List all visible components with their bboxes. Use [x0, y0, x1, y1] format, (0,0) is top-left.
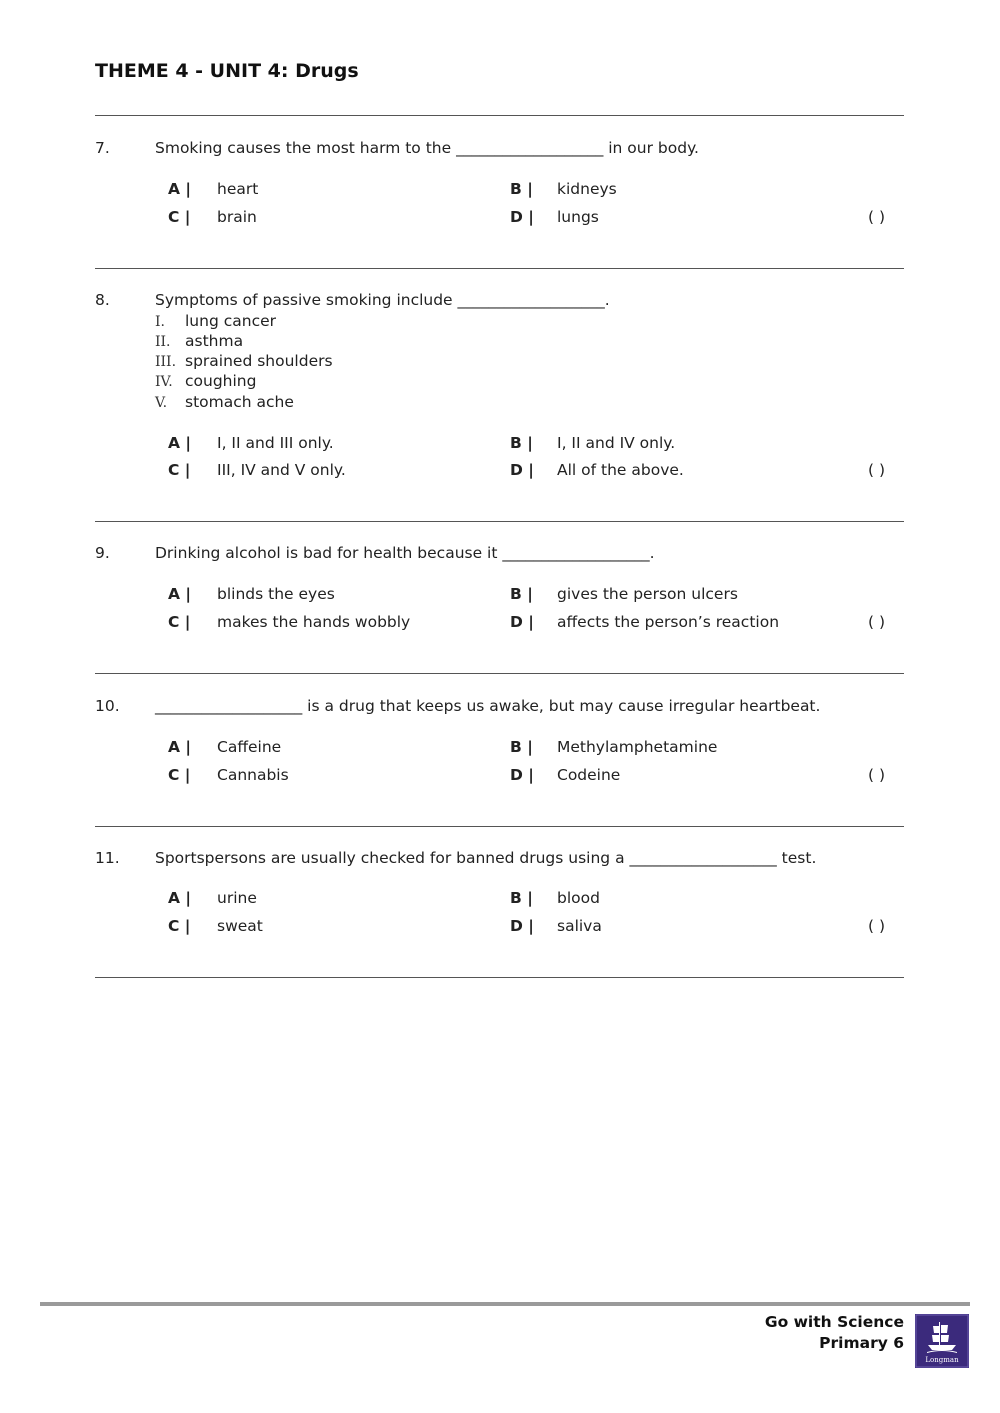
- list-item-text: asthma: [185, 332, 244, 350]
- option-c: makes the hands wobbly: [217, 613, 411, 631]
- book-level: Primary 6: [819, 1334, 904, 1352]
- divider: [95, 977, 904, 978]
- divider: [95, 521, 904, 522]
- footer-divider: [40, 1302, 970, 1306]
- option-d: affects the person’s reaction: [557, 613, 780, 631]
- svg-text:Longman: Longman: [925, 1356, 959, 1364]
- question-number: 10.: [95, 697, 120, 715]
- option-a: I, II and III only.: [217, 434, 334, 452]
- option-b-label: B |: [510, 585, 533, 603]
- longman-ship-logo-icon: [915, 1314, 969, 1368]
- list-item-number: IV.: [155, 374, 173, 390]
- option-b-label: B |: [510, 180, 533, 198]
- option-c-label: C |: [168, 766, 191, 784]
- answer-bracket[interactable]: ( ): [868, 917, 886, 935]
- question-text: Sportspersons are usually checked for banned drugs using a ___________________ test.: [155, 849, 817, 867]
- option-b: blood: [557, 889, 600, 907]
- option-b: kidneys: [557, 180, 617, 198]
- option-b: I, II and IV only.: [557, 434, 676, 452]
- divider: [95, 826, 904, 827]
- option-a: Caffeine: [217, 738, 282, 756]
- option-b: Methylamphetamine: [557, 738, 718, 756]
- list-item-text: lung cancer: [185, 312, 276, 330]
- question-number: 8.: [95, 291, 110, 309]
- question-number: 7.: [95, 139, 110, 157]
- option-c-label: C |: [168, 461, 191, 479]
- answer-bracket[interactable]: ( ): [868, 208, 886, 226]
- question-number: 9.: [95, 544, 110, 562]
- list-item-number: III.: [155, 354, 177, 370]
- option-a-label: A |: [168, 180, 192, 198]
- question-text: Drinking alcohol is bad for health because it ___________________.: [155, 544, 655, 562]
- option-d: saliva: [557, 917, 602, 935]
- option-a: urine: [217, 889, 257, 907]
- list-item-number: V.: [155, 395, 168, 411]
- question-text: ___________________ is a drug that keeps us awake, but may cause irregular heartbeat.: [155, 697, 821, 715]
- list-item: [155, 312, 276, 330]
- option-b-label: B |: [510, 434, 533, 452]
- list-item-number: II.: [155, 334, 171, 350]
- option-c: Cannabis: [217, 766, 289, 784]
- option-c: III, IV and V only.: [217, 461, 346, 479]
- option-b-label: B |: [510, 738, 533, 756]
- question-number: 11.: [95, 849, 120, 867]
- list-item-number: I.: [155, 314, 165, 330]
- list-item: [155, 332, 243, 350]
- option-d: lungs: [557, 208, 599, 226]
- question-text: Symptoms of passive smoking include ___________________.: [155, 291, 610, 309]
- answer-bracket[interactable]: ( ): [868, 613, 886, 631]
- option-d: Codeine: [557, 766, 621, 784]
- option-d-label: D |: [510, 208, 534, 226]
- option-a: blinds the eyes: [217, 585, 335, 603]
- question-text: Smoking causes the most harm to the ___________________ in our body.: [155, 139, 699, 157]
- list-item: [155, 393, 294, 411]
- divider: [95, 673, 904, 674]
- option-c: brain: [217, 208, 257, 226]
- option-a-label: A |: [168, 585, 192, 603]
- option-b-label: B |: [510, 889, 533, 907]
- list-item-text: stomach ache: [185, 393, 294, 411]
- option-d-label: D |: [510, 461, 534, 479]
- option-a-label: A |: [168, 889, 192, 907]
- option-d: All of the above.: [557, 461, 684, 479]
- list-item: [155, 352, 333, 370]
- option-a-label: A |: [168, 434, 192, 452]
- option-a-label: A |: [168, 738, 192, 756]
- answer-bracket[interactable]: ( ): [868, 766, 886, 784]
- list-item-text: coughing: [185, 372, 257, 390]
- option-c-label: C |: [168, 917, 191, 935]
- option-d-label: D |: [510, 613, 534, 631]
- list-item-text: sprained shoulders: [185, 352, 333, 370]
- divider: [95, 268, 904, 269]
- option-d-label: D |: [510, 917, 534, 935]
- page-title: THEME 4 - UNIT 4: Drugs: [95, 60, 359, 82]
- option-c-label: C |: [168, 208, 191, 226]
- answer-bracket[interactable]: ( ): [868, 461, 886, 479]
- option-c-label: C |: [168, 613, 191, 631]
- list-item: [155, 372, 256, 390]
- option-d-label: D |: [510, 766, 534, 784]
- divider: [95, 115, 904, 116]
- option-c: sweat: [217, 917, 263, 935]
- book-title: Go with Science: [764, 1313, 904, 1331]
- option-b: gives the person ulcers: [557, 585, 738, 603]
- option-a: heart: [217, 180, 259, 198]
